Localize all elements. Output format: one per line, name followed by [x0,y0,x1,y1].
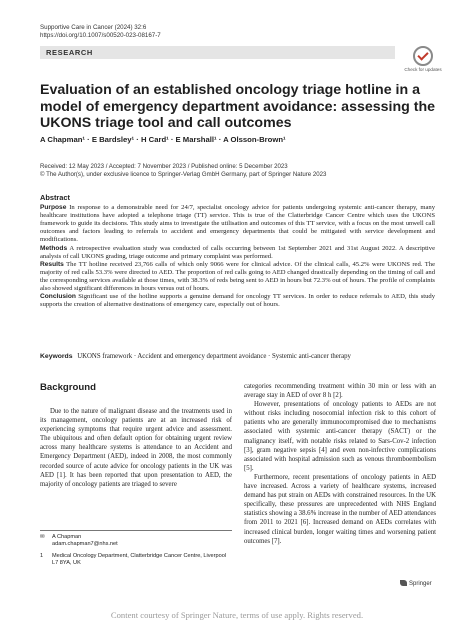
corresponding-author-name: A Chapman [52,534,82,540]
publisher-logo [400,580,432,587]
abstract-heading: Abstract [40,193,70,202]
author-list: A Chapman¹ · E Bardsley¹ · H Card¹ · E Marshall¹ · A Olsson-Brown¹ [40,135,286,144]
article-type-label: RESEARCH [46,48,93,57]
background-paragraph-1: Due to the nature of malignant disease and the treatments used in its management, oncology patients are at an increased risk of experiencing symptoms that require urgent advice and assessment. The ubiquitous and often default option for obtaining urgent review across many healthcare systems is attendance to an Accident and Emergency Department (AED), indeed in 2008, the most commonly recorded source of acute advice for oncology patients in the UK was AED [1]. It has been reported that upon presentation to AED, the majority of oncology patients are triaged to severe [40,408,232,488]
corresponding-author [40,534,232,548]
keywords-text: UKONS framework · Accident and emergency department avoidance · Systemic anti-cancer therapy [77,353,351,360]
keywords [40,353,435,360]
results-text: The TT hotline received 23,766 calls of which only 9066 were for clinical advice. Of the clinical calls, 45.2% were UKONS red. The majority of red calls 53.3% were directed to AED. The proportion of red calls going to AED changed drastically depending on the timing of call and the corresponding services available at those times, with 38.3% of reds being sent to AED in hours but 72.3% out of hours. The profile of complaints also showed significant differences in hours versus out of hours. [40,260,435,293]
purpose-label: Purpose [40,204,67,212]
methods-label: Methods [40,244,68,252]
right-column [244,382,436,546]
corresponding-author-email[interactable]: adam.chapman7@nhs.net [52,541,118,547]
keywords-label: Keywords [40,353,73,360]
article-type-banner [40,46,395,59]
article-title: Evaluation of an established oncology triage hotline in a model of emergency department avoidance: assessing the UKONS triage tool and call outcomes [40,82,436,132]
journal-citation [40,24,161,39]
purpose-text: In response to a demonstrable need for 24/7, specialist oncology advice for patients undergoing systemic anti-cancer therapy, many healthcare institutions have adopted a telephone triage (TT) service. This is true of the Clatterbridge Cancer Centre which uses the UKONS framework to guide its decisions. This study aims to investigate the utilisation and outcomes of this TT service, with a focus on the most unwell call outcomes and factors leading to referrals to accident and emergency departments that could be mitigated with service development and modifications. [40,204,435,244]
check-updates-label: Check for updates [404,67,442,72]
courtesy-notice: Content courtesy of Springer Nature, terms of use apply. Rights reserved. [110,610,364,620]
check-updates-icon [413,46,433,66]
methods-text: A retrospective evaluation study was conducted of calls occurring between 1st September 2021 and 31st August 2022. A descriptive analysis of call UKONS grading, triage outcome and primary complaint was performed. [40,244,435,260]
abstract-results [40,261,435,293]
envelope-icon: ✉ [40,534,45,540]
copyright-line: © The Author(s), under exclusive licence to Springer-Verlag GmbH Germany, part of Springer Nature 2023 [40,171,327,178]
conclusion-text: Significant use of the hotline supports a genuine demand for oncology TT services. In order to reduce referrals to AED, this study supports the creation of alternative destinations of emergency care, especially out of hours. [40,293,435,309]
received-accepted-dates: Received: 12 May 2023 / Accepted: 7 November 2023 / Published online: 5 December 2023 [40,163,288,170]
publication-dates [40,163,440,179]
check-for-updates-button[interactable] [403,46,443,72]
results-label: Results [40,260,64,268]
background-paragraph-3: However, presentations of oncology patients to AEDs are not without risks including nosocomial infection risk to this cohort of patients who are generally immunocompromised due to mechanisms associated with systemic anti-cancer therapy (SACT) or the malignancy itself, with notable risks related to Sars-Cov-2 infection [3], gram negative sepsis [4] and even non-infective complications associated with hospital admission such as venous thromboembolism [5]. [244,401,436,472]
conclusion-label: Conclusion [40,293,76,301]
abstract-purpose [40,204,435,244]
publisher-name: Springer [409,581,432,587]
journal-volume: Supportive Care in Cancer (2024) 32:6 [40,24,147,31]
doi-link[interactable]: https://doi.org/10.1007/s00520-023-08167-7 [40,31,161,39]
abstract-methods [40,245,435,261]
abstract-conclusion [40,293,435,309]
background-heading: Background [40,382,96,393]
abstract-section [40,194,435,309]
background-paragraph-4: Furthermore, recent presentations of oncology patients in AED have increased. Across a variety of healthcare systems, increased demand has put strain on AEDs with constrained resources. In the UK specifically, these pressures are unprecedented with NHS England statistics showing a 38.6% increase in the number of AED attendances from 2011 to 2021 [6]. Increased demand on AEDs correlates with increased clinical burden, longer waiting times and worsening patient outcomes [7]. [244,473,436,545]
affiliation [40,553,232,567]
footnotes [40,530,232,572]
affiliation-text: Medical Oncology Department, Clatterbridge Cancer Centre, Liverpool L7 8YA, UK [52,553,227,566]
left-column [40,382,232,489]
background-paragraph-2: categories recommending treatment within 30 min or less with an average stay in AED of over 8 h [2]. [244,383,436,400]
affiliation-marker: 1 [40,553,44,559]
springer-horse-icon [400,580,407,586]
